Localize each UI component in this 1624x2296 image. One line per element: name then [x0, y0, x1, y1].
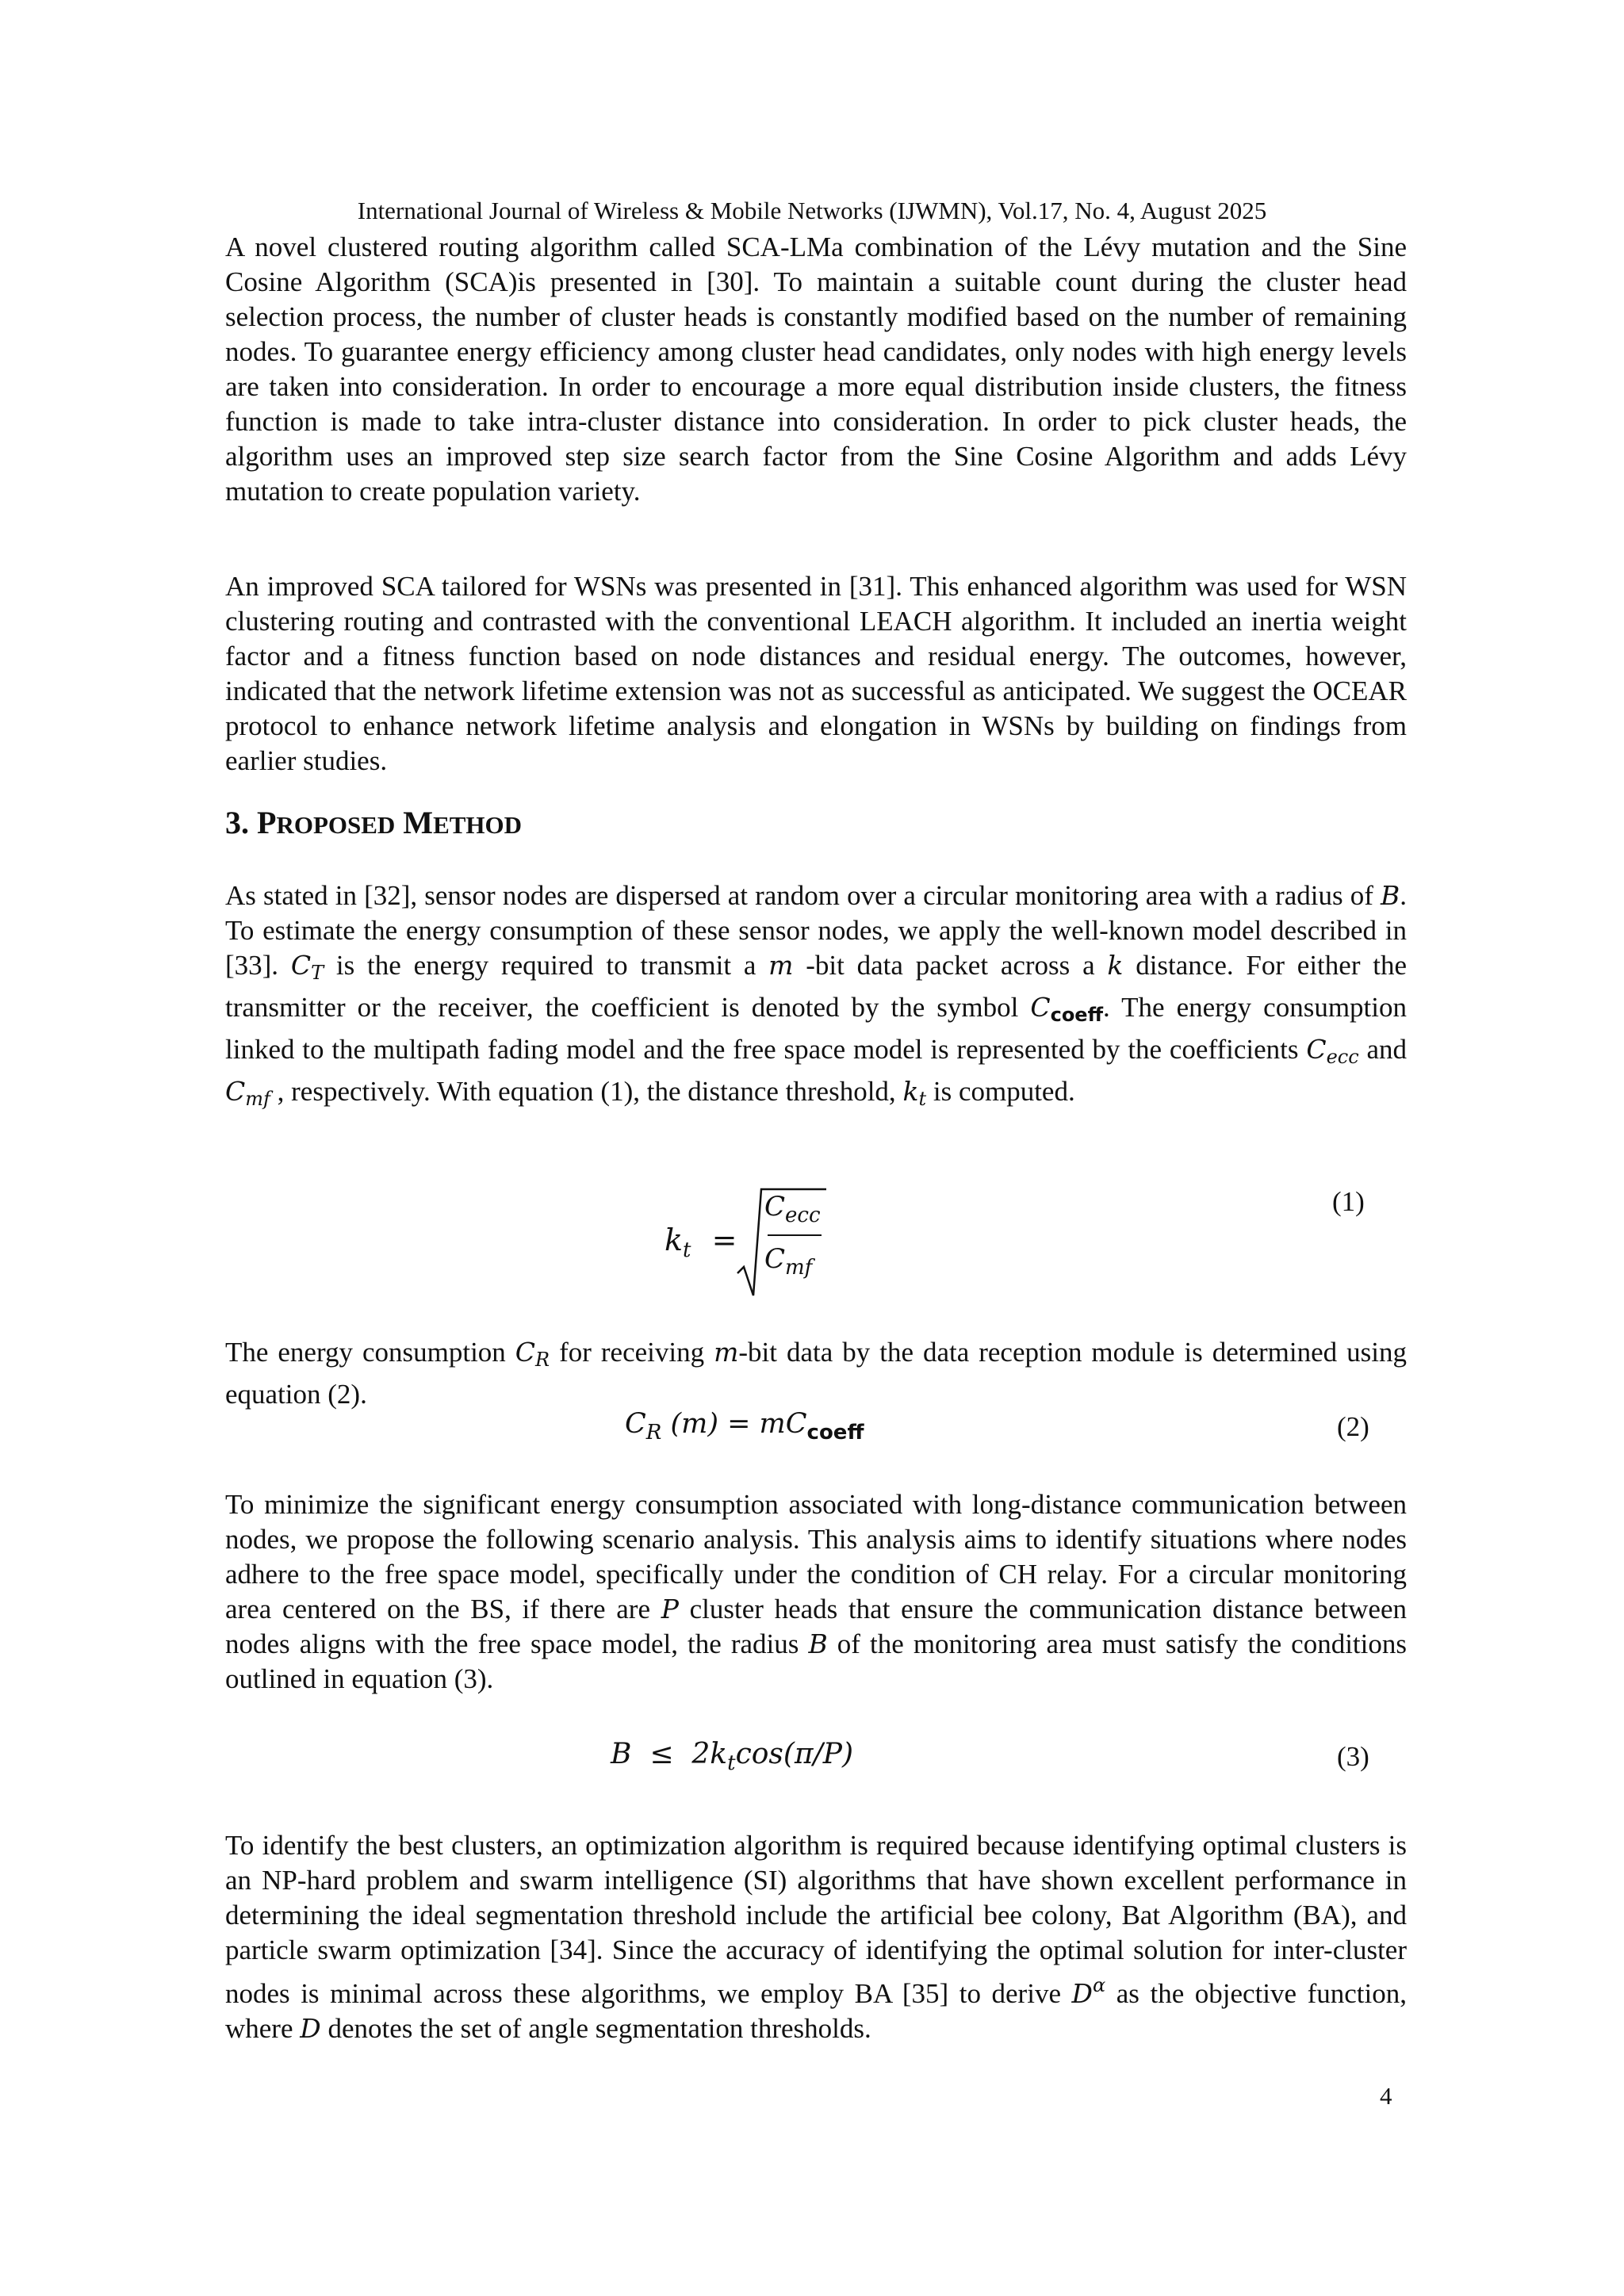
equation-1-lhs: $k_t$ = [665, 1223, 737, 1262]
paragraph-5 [225, 1487, 1407, 1697]
paragraph-4 [225, 1335, 1407, 1412]
section-number: 3. [225, 805, 249, 840]
heading-word2-cap: M [403, 805, 434, 840]
paragraph-6 [225, 1828, 1407, 2046]
paragraph-1-text: A novel clustered routing algorithm called SCA-LMa combination of the Lévy mutation and the Sine Cosine Algorithm (SCA)is presented in [30]. To maintain a suitable count during the cluster head selection process, the number of cluster heads is constantly modified based on the number of remaining nodes. To guarantee energy efficiency among cluster head candidates, only nodes with high energy levels are taken into consideration. In order to encourage a more equal distribution inside clusters, the fitness function is made to take intra-cluster distance into consideration. In order to pick cluster heads, the algorithm uses an improved step size search factor from the Sine Cosine Algorithm and adds Lévy mutation to create population variety. [225, 232, 1407, 507]
equation-1-number: (1) [1332, 1186, 1365, 1217]
heading-word2-rest: ETHOD [433, 811, 523, 839]
heading-word1-cap: P [257, 805, 277, 840]
paragraph-3 [225, 878, 1407, 1116]
equation-3-number: (3) [1337, 1741, 1369, 1772]
paragraph-1 [225, 230, 1407, 509]
paragraph-2-text: An improved SCA tailored for WSNs was presented in [31]. This enhanced algorithm was used for WSN clustering routing and contrasted with the conventional LEACH algorithm. It included an inertia weight factor and a fitness function based on node distances and residual energy. The outcomes, however, indicated that the network lifetime extension was not as successful as anticipated. We suggest the OCEAR protocol to enhance network lifetime analysis and elongation in WSNs by building on findings from earlier studies. [225, 571, 1407, 776]
equation-1-denominator: $C_{mf}$ [764, 1243, 813, 1280]
paragraph-5-text: To minimize the significant energy consumption associated with long-distance communication between nodes, we propose the following scenario analysis. This analysis aims to identify situations where nodes adhere to the free space model, specifically under the condition of CH relay. For a circular monitoring area centered on the BS, if there are P cluster heads that ensure the communication distance between nodes aligns with the free space model, the radius B of the monitoring area must satisfy the conditions outlined in equation (3). [225, 1489, 1408, 1694]
page-number: 4 [1380, 2082, 1392, 2110]
equation-3: $B \le 2k_t\cos(\pi/P)$ [611, 1738, 853, 1775]
paragraph-6-text: To identify the best clusters, an optimization algorithm is required because identifying optimal clusters is an NP-hard problem and swarm intelligence (SI) algorithms that have shown excellent performance in determining the ideal segmentation threshold include the artificial bee colony, Bat Algorithm (BA), and particle swarm optimization [34]. Since the accuracy of identifying the optimal solution for inter-cluster nodes is minimal across these algorithms, we employ BA [35] to derive $D^\alpha$ as the objective function, where D denotes the set of angle segmentation thresholds. [225, 1830, 1407, 2044]
running-header: International Journal of Wireless & Mobile Networks (IJWMN), Vol.17, No. 4, August 2025 [357, 197, 1267, 224]
heading-word1-rest: ROPOSED [276, 811, 396, 839]
paragraph-2 [225, 569, 1407, 779]
equation-2-number: (2) [1337, 1411, 1369, 1442]
paragraph-4-text: The energy consumption $C_R$ for receiving m-bit data by the data reception module is determined using equation (2). [225, 1337, 1407, 1410]
equation-1-numerator: $C_{ecc}$ [764, 1191, 821, 1227]
paragraph-3-text: As stated in [32], sensor nodes are dispersed at random over a circular monitoring area with a radius of B. To estimate the energy consumption of these sensor nodes, we apply the well-known model described in [33]. $C_T$ is the energy required to transmit a m -bit data packet across a k distance. For either the transmitter or the receiver, the coefficient is denoted by the symbol $C_{coeff}$. The energy consumption linked to the multipath fading model and the free space model is represented by the coefficients $C_{ecc}$ and $C_{mf}$ , respectively. With equation (1), the distance threshold, $k_t$ is computed. [225, 880, 1408, 1110]
section-heading [225, 802, 522, 846]
equation-2: $C_R$ $(m) = mC_{coeff}$ [625, 1408, 864, 1445]
